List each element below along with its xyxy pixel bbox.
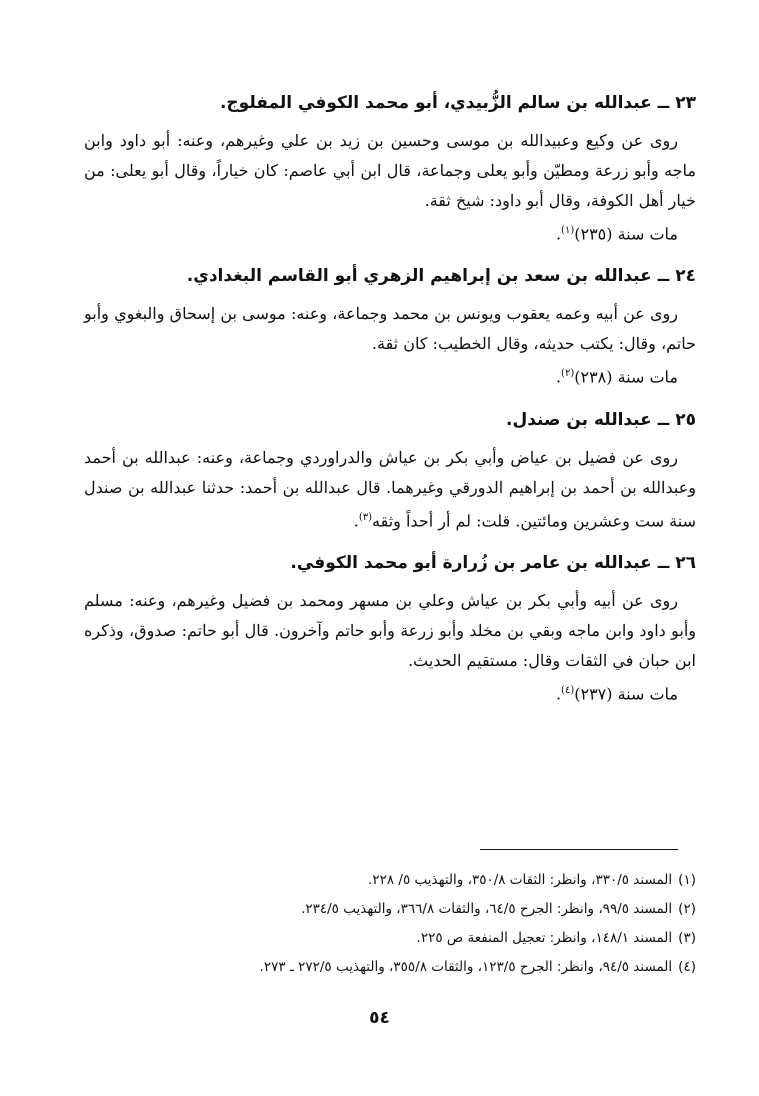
footnote-marker: (٤) bbox=[678, 959, 696, 975]
footnote-text: المسند ٣٣٠/٥، وانظر: الثقات ٣٥٠/٨، والتهذيب ٥/ ٢٢٨. bbox=[368, 872, 673, 888]
entry-death: مات سنة (٢٣٧)$^{(٤)}$. bbox=[555, 684, 678, 704]
death-text: مات سنة (٢٣٨) bbox=[574, 367, 678, 387]
death-text: مات سنة (٢٣٥) bbox=[574, 224, 678, 244]
footnote-marker: (٣) bbox=[678, 930, 696, 946]
entry-title: ٢٣ ــ عبدالله بن سالم الزُّبيدي، أبو محمد الكوفي المفلوج. bbox=[219, 93, 696, 113]
footnote-marker: (١) bbox=[678, 872, 696, 888]
footnote-marker: (٢) bbox=[678, 901, 696, 917]
entry-body: روى عن أبيه وعمه يعقوب ويونس بن محمد وجماعة، وعنه: موسى بن إسحاق والبغوي وأبو حاتم، وقال: يكتب حديثه، وقال الخطيب: كان ثقة. bbox=[84, 304, 696, 354]
main-text bbox=[84, 90, 696, 723]
entry-death: مات سنة (٢٣٥)$^{(١)}$. bbox=[555, 224, 678, 244]
footnote-1 bbox=[84, 866, 696, 895]
footnote-text: المسند ١٤٨/١، وانظر: تعجيل المنفعة ص ٢٢٥. bbox=[416, 930, 673, 946]
footnote-separator bbox=[480, 849, 678, 850]
entry-title: ٢٦ ــ عبدالله بن عامر بن زُرارة أبو محمد الكوفي. bbox=[290, 552, 696, 573]
footnote-2 bbox=[84, 895, 696, 924]
footnote-4 bbox=[84, 953, 696, 982]
page-number: ٥٤ bbox=[369, 1008, 390, 1028]
footnotes bbox=[84, 866, 696, 982]
entry-body: روى عن أبيه وأبي بكر بن عياش وعلي بن مسهر ومحمد بن فضيل وغيرهم، وعنه: مسلم وأبو داود وابن ماجه وبقي بن مخلد وأبو زرعة وأبو حاتم وآخرون. قال أبو حاتم: صدوق، وذكره ابن حبان في الثقات وقال: مستقيم الحديث. bbox=[84, 590, 696, 670]
footnote-ref: (٣) bbox=[358, 511, 373, 523]
footnote-ref: (٢) bbox=[561, 368, 575, 380]
entry-body: روى عن فضيل بن عياض وأبي بكر بن عياش والدراوردي وجماعة، وعنه: عبدالله بن أحمد وعبدالله بن أحمد بن إبراهيم الدورقي وغيرهما. قال عبدالله بن أحمد: حدثنا عبدالله بن صندل سنة ست وعشرين ومائتين. قلت: لم أر أحداً وثقه bbox=[84, 447, 696, 530]
footnote-3 bbox=[84, 924, 696, 953]
footnote-ref: (١) bbox=[561, 225, 575, 236]
entry-death: مات سنة (٢٣٨)$^{(٢)}$. bbox=[555, 367, 678, 387]
entry-24 bbox=[84, 263, 696, 392]
entry-title: ٢٥ ــ عبدالله بن صندل. bbox=[506, 409, 696, 430]
death-text: مات سنة (٢٣٧) bbox=[574, 684, 678, 704]
entry-body: روى عن وكيع وعبيدالله بن موسى وحسين بن زيد بن علي وغيرهم، وعنه: أبو داود وابن ماجه وأبو زرعة ومطيّن وأبو يعلى وجماعة، قال ابن أبي عاصم: كان خياراً، وقال أبو يعلى: من خيار أهل الكوفة، وقال أبو داود: شيخ ثقة. bbox=[84, 131, 696, 210]
entry-25 bbox=[84, 407, 696, 536]
entry-title: ٢٤ ــ عبدالله بن سعد بن إبراهيم الزهري أبو القاسم البغدادي. bbox=[186, 266, 696, 287]
footnote-text: المسند ٩٤/٥، وانظر: الجرح ١٢٣/٥، والثقات ٣٥٥/٨، والتهذيب ٢٧٢/٥ ـ ٢٧٣. bbox=[259, 959, 673, 975]
entry-23 bbox=[84, 90, 696, 249]
entry-26 bbox=[84, 550, 696, 709]
entry-body-with-ref: روى عن فضيل بن عياض وأبي بكر بن عياش والدراوردي وجماعة، وعنه: عبدالله بن أحمد وعبدالله بن أحمد بن إبراهيم الدورقي وغيرهما. قال عبدالله بن أحمد: حدثنا عبدالله بن صندل سنة ست وعشرين ومائتين. قلت: لم أر أحداً وثقه$^{(٣)}$. bbox=[84, 447, 696, 530]
footnote-ref: (٤) bbox=[561, 684, 575, 696]
footnote-text: المسند ٩٩/٥، وانظر: الجرح ٦٤/٥، والثقات ٣٦٦/٨، والتهذيب ٢٣٤/٥. bbox=[301, 901, 673, 917]
